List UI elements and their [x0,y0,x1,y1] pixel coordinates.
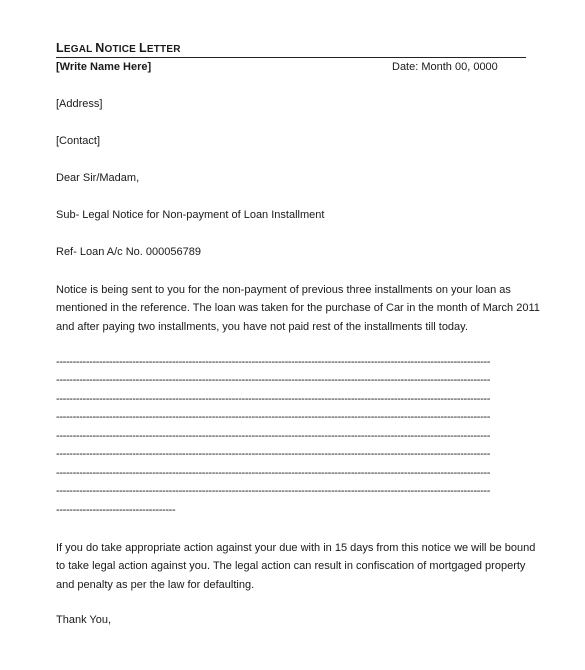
body-paragraph-2 [56,539,536,594]
blank-line-short: ------------------------------------ [56,504,176,516]
paragraph-2-line: and penalty as per the law for defaulting. [56,578,255,591]
letter-page [56,0,540,670]
paragraph-2-line: to take legal action against you. The legal action can result in confiscation of mortgaged property [56,560,526,573]
paragraph-1-line: Notice is being sent to you for the non-payment of previous three installments on your loan as [56,284,511,296]
paragraph-1-line: and after paying two installments, you have not paid rest of the installments till today. [56,320,468,333]
title-rule [56,57,526,58]
blank-line: ----------------------------------------------------------------------------------------------------------------------------------- [56,485,491,497]
name-date-row [56,61,526,73]
title-word-etter: ETTER [146,44,181,55]
blank-line: ----------------------------------------------------------------------------------------------------------------------------------- [56,430,491,442]
blank-line: ----------------------------------------------------------------------------------------------------------------------------------- [56,393,491,405]
closing: Thank You, [56,614,112,626]
paragraph-2-line: If you do take appropriate action against your due with in 15 days from this notice we will be bound [56,542,536,554]
address-placeholder: [Address] [56,98,103,110]
title-word-otice: OTICE [104,44,140,55]
paragraph-1-line: mentioned in the reference. The loan was taken for the purchase of Car in the month of March 2011 [56,302,540,315]
reference-line: Ref- Loan A/c No. 000056789 [56,246,201,258]
blank-line: ----------------------------------------------------------------------------------------------------------------------------------- [56,411,491,423]
letter-date: Date: Month 00, 0000 [392,61,498,73]
blank-line: ----------------------------------------------------------------------------------------------------------------------------------- [56,356,491,368]
title-letter-n: N [95,41,105,55]
title-letter-l: L [56,41,64,55]
sender-name-placeholder: [Write Name Here] [56,61,152,73]
blank-line: ----------------------------------------------------------------------------------------------------------------------------------- [56,467,491,479]
title-word-egal: EGAL [63,44,96,55]
letter-title [56,41,181,55]
blank-line: ----------------------------------------------------------------------------------------------------------------------------------- [56,448,491,460]
body-paragraph-1 [56,281,540,336]
title-letter-l2: L [139,41,147,55]
salutation: Dear Sir/Madam, [56,172,140,184]
contact-placeholder: [Contact] [56,135,101,147]
blank-line: ----------------------------------------------------------------------------------------------------------------------------------- [56,374,491,386]
subject-line: Sub- Legal Notice for Non-payment of Loan Installment [56,209,325,221]
